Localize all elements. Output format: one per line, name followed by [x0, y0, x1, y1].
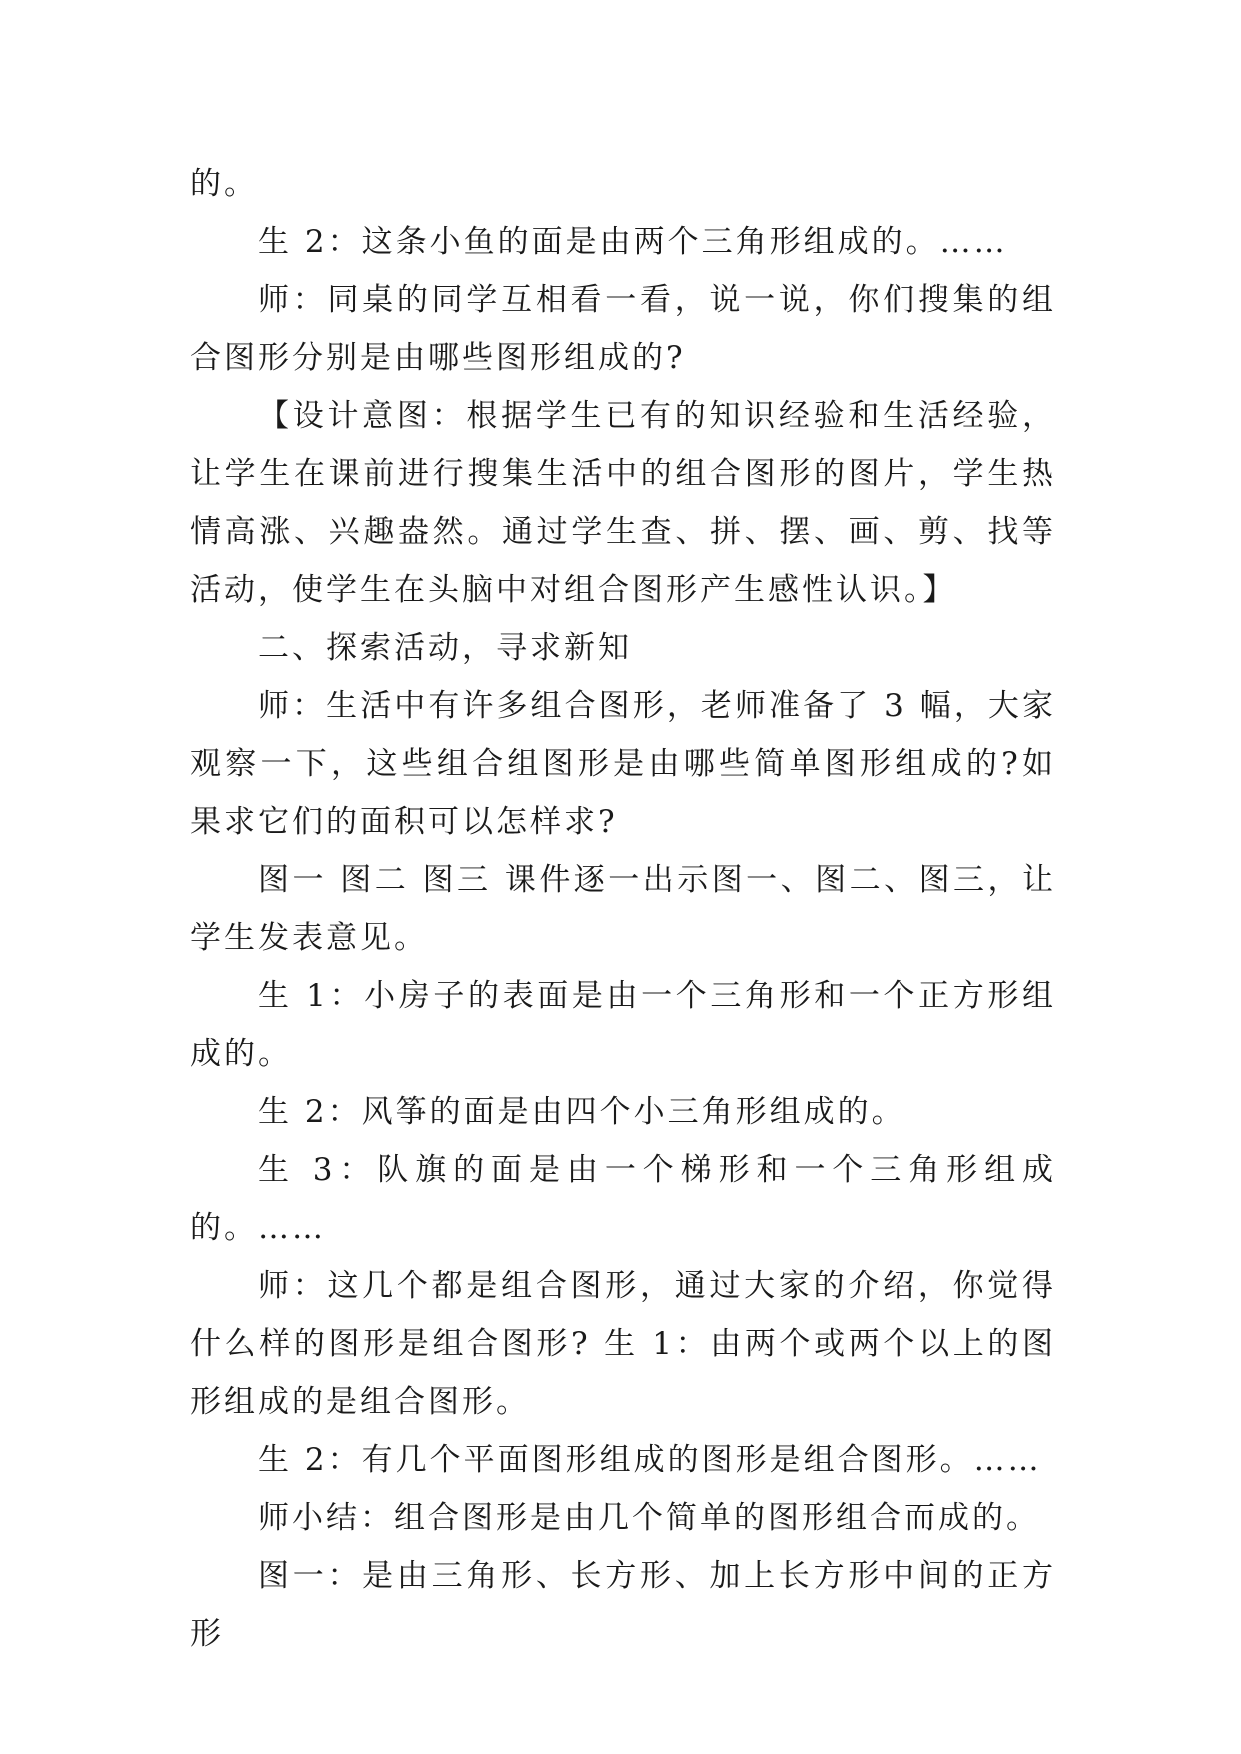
- paragraph-13: 师小结：组合图形是由几个简单的图形组合而成的。: [258, 1500, 1040, 1536]
- paragraph-11: 师：这几个都是组合图形，通过大家的介绍，你觉得什么样的图形是组合图形? 生 1：由两个或两个以上的图形组成的是组合图形。: [190, 1268, 1056, 1420]
- paragraph-4: 【设计意图：根据学生已有的知识经验和生活经验，让学生在课前进行搜集生活中的组合图形的图片，学生热情高涨、兴趣盎然。通过学生查、拼、摆、画、剪、找等活动，使学生在头脑中对组合图形产生感性认识。】: [190, 398, 1056, 608]
- paragraph-2: 生 2：这条小鱼的面是由两个三角形组成的。……: [258, 224, 1008, 260]
- paragraph-12: 生 2：有几个平面图形组成的图形是组合图形。……: [258, 1442, 1042, 1478]
- document-page: [190, 155, 1056, 1663]
- paragraph-5: 二、探索活动，寻求新知: [258, 630, 632, 666]
- paragraph-8: 生 1：小房子的表面是由一个三角形和一个正方形组成的。: [190, 978, 1056, 1072]
- paragraph-7: 图一 图二 图三 课件逐一出示图一、图二、图三，让学生发表意见。: [190, 862, 1056, 956]
- paragraph-9: 生 2：风筝的面是由四个小三角形组成的。: [258, 1094, 906, 1130]
- paragraph-14: 图一：是由三角形、长方形、加上长方形中间的正方形: [190, 1558, 1056, 1652]
- paragraph-10: 生 3：队旗的面是由一个梯形和一个三角形组成的。……: [190, 1152, 1056, 1246]
- paragraph-1: 的。: [190, 166, 258, 202]
- paragraph-6: 师：生活中有许多组合图形，老师准备了 3 幅，大家观察一下，这些组合组图形是由哪些简单图形组成的?如果求它们的面积可以怎样求?: [190, 688, 1056, 840]
- paragraph-3: 师：同桌的同学互相看一看，说一说，你们搜集的组合图形分别是由哪些图形组成的?: [190, 282, 1056, 376]
